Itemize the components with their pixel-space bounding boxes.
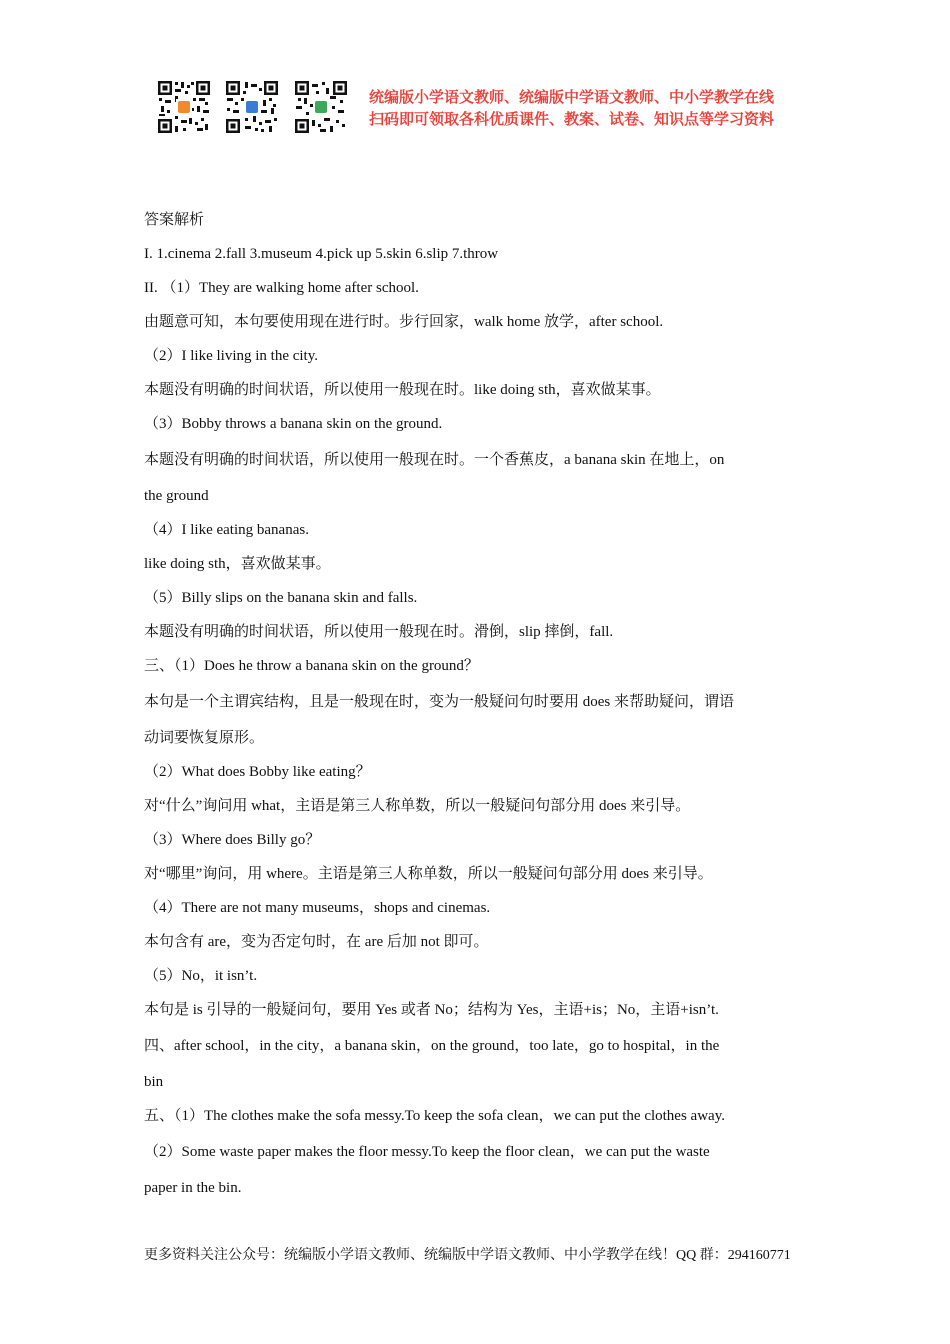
- answer-line: （3）Where does Billy go？: [144, 832, 321, 848]
- explanation-line: 对“哪里”询问，用 where。主语是第三人称单数，所以一般疑问句部分用 does 来引导。: [144, 866, 713, 882]
- answer-line: 三、（1）Does he throw a banana skin on the ground？: [144, 658, 479, 674]
- explanation-line: 本题没有明确的时间状语，所以使用一般现在时。滑倒，slip 摔倒，fall.: [144, 624, 614, 640]
- answer-analysis: [144, 203, 809, 1205]
- answer-line: （5）No，it isn’t.: [144, 968, 258, 984]
- section-title: 答案解析: [144, 212, 205, 228]
- explanation-line: 动词要恢复原形。: [144, 730, 265, 746]
- explanation-line: like doing sth，喜欢做某事。: [144, 556, 331, 572]
- qr-code-icon[interactable]: [225, 80, 279, 134]
- footer-text: 更多资料关注公众号：统编版小学语文教师、统编版中学语文教师、中小学教学在线！QQ 群：294160771: [144, 1248, 791, 1263]
- answer-line: （5）Billy slips on the banana skin and falls.: [144, 590, 418, 606]
- explanation-line: 本句是 is 引导的一般疑问句，要用 Yes 或者 No；结构为 Yes，主语+is；No，主语+isn’t.: [144, 1002, 719, 1018]
- explanation-line: 本句是一个主谓宾结构，且是一般现在时，变为一般疑问句时要用 does 来帮助疑问，谓语: [144, 694, 734, 710]
- explanation-line: 由题意可知，本句要使用现在进行时。步行回家，walk home 放学，after school.: [144, 314, 664, 330]
- answer-line: （2）Some waste paper makes the floor messy.To keep the floor clean，we can put the waste: [144, 1144, 710, 1160]
- answer-line: bin: [144, 1074, 164, 1090]
- answer-line: II. （1）They are walking home after school.: [144, 280, 419, 296]
- promo-line-1: 统编版小学语文教师、统编版中学语文教师、中小学教学在线: [369, 88, 775, 106]
- promo-line-2: 扫码即可领取各科优质课件、教案、试卷、知识点等学习资料: [369, 110, 775, 128]
- explanation-line: 对“什么”询问用 what，主语是第三人称单数，所以一般疑问句部分用 does 来引导。: [144, 798, 691, 814]
- answer-line: I. 1.cinema 2.fall 3.museum 4.pick up 5.skin 6.slip 7.throw: [144, 246, 499, 262]
- explanation-line: 本题没有明确的时间状语，所以使用一般现在时。一个香蕉皮，a banana skin 在地上，on: [144, 452, 725, 468]
- explanation-line: 本题没有明确的时间状语，所以使用一般现在时。like doing sth，喜欢做某事。: [144, 382, 661, 398]
- explanation-line: 本句含有 are，变为否定句时，在 are 后加 not 即可。: [144, 934, 489, 950]
- answer-line: （2）I like living in the city.: [144, 348, 319, 364]
- answer-line: paper in the bin.: [144, 1180, 242, 1196]
- answer-line: （4）I like eating bananas.: [144, 522, 309, 538]
- promo-text: [369, 86, 774, 130]
- explanation-line: the ground: [144, 488, 209, 504]
- answer-line: 五、（1）The clothes make the sofa messy.To keep the sofa clean，we can put the clothes away.: [144, 1108, 725, 1124]
- answer-line: （2）What does Bobby like eating？: [144, 764, 371, 780]
- qr-code-icon[interactable]: [294, 80, 348, 134]
- qr-code-icon[interactable]: [157, 80, 211, 134]
- answer-line: 四、after school，in the city，a banana skin，on the ground，too late，go to hospital，in the: [144, 1038, 720, 1054]
- answer-line: （3）Bobby throws a banana skin on the ground.: [144, 416, 443, 432]
- header-banner: [157, 80, 807, 136]
- answer-line: （4）There are not many museums，shops and cinemas.: [144, 900, 491, 916]
